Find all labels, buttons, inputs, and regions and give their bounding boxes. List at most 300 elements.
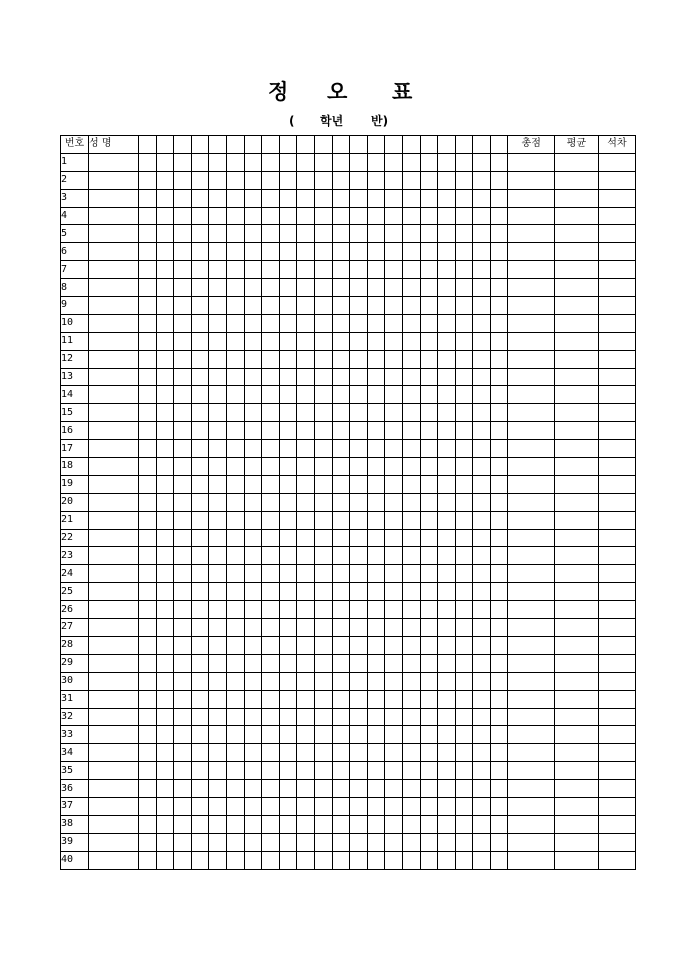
score-cell (420, 404, 438, 422)
rank-cell (598, 297, 635, 315)
row-number: 29 (61, 654, 89, 672)
score-cell (139, 654, 157, 672)
score-cell (314, 171, 332, 189)
score-cell (420, 601, 438, 619)
score-cell (156, 762, 174, 780)
score-cell (156, 815, 174, 833)
total-cell (508, 368, 555, 386)
score-cell (314, 672, 332, 690)
header-score-cell (191, 136, 209, 154)
score-cell (402, 171, 420, 189)
score-cell (490, 314, 508, 332)
score-cell (420, 565, 438, 583)
student-row (61, 386, 636, 404)
score-cell (174, 458, 192, 476)
score-cell (297, 458, 315, 476)
name-cell (89, 475, 139, 493)
row-number: 9 (61, 297, 89, 315)
score-cell (385, 565, 403, 583)
score-cell (420, 780, 438, 798)
score-cell (473, 422, 491, 440)
score-cell (279, 511, 297, 529)
score-cell (473, 851, 491, 869)
score-cell (209, 565, 227, 583)
score-cell (279, 440, 297, 458)
score-cell (156, 297, 174, 315)
score-cell (438, 797, 456, 815)
score-cell (191, 297, 209, 315)
score-cell (174, 511, 192, 529)
score-cell (244, 297, 262, 315)
score-cell (314, 261, 332, 279)
score-cell (226, 261, 244, 279)
score-cell (420, 529, 438, 547)
score-cell (438, 583, 456, 601)
score-cell (156, 261, 174, 279)
score-cell (385, 690, 403, 708)
score-cell (490, 690, 508, 708)
score-cell (297, 601, 315, 619)
average-cell (554, 565, 598, 583)
score-cell (262, 511, 280, 529)
score-cell (455, 708, 473, 726)
score-cell (367, 619, 385, 637)
score-cell (314, 422, 332, 440)
score-cell (156, 368, 174, 386)
student-row (61, 279, 636, 297)
total-cell (508, 225, 555, 243)
score-cell (473, 475, 491, 493)
score-cell (438, 851, 456, 869)
score-cell (191, 851, 209, 869)
header-total: 총점 (508, 136, 555, 154)
score-cell (279, 207, 297, 225)
score-cell (279, 672, 297, 690)
score-cell (350, 493, 368, 511)
score-cell (332, 601, 350, 619)
score-cell (191, 636, 209, 654)
score-cell (244, 422, 262, 440)
score-cell (244, 153, 262, 171)
score-cell (473, 386, 491, 404)
average-cell (554, 458, 598, 476)
score-cell (314, 332, 332, 350)
score-cell (385, 332, 403, 350)
score-cell (455, 422, 473, 440)
rank-cell (598, 404, 635, 422)
score-cell (209, 511, 227, 529)
score-cell (350, 636, 368, 654)
rank-cell (598, 386, 635, 404)
score-cell (139, 279, 157, 297)
score-cell (332, 440, 350, 458)
score-cell (209, 547, 227, 565)
score-cell (473, 458, 491, 476)
score-cell (174, 171, 192, 189)
score-cell (402, 475, 420, 493)
score-cell (332, 386, 350, 404)
score-cell (139, 189, 157, 207)
score-cell (438, 207, 456, 225)
score-cell (139, 690, 157, 708)
score-cell (490, 171, 508, 189)
score-cell (402, 279, 420, 297)
score-cell (367, 797, 385, 815)
score-cell (174, 350, 192, 368)
name-cell (89, 458, 139, 476)
score-cell (156, 422, 174, 440)
score-cell (455, 851, 473, 869)
score-cell (262, 654, 280, 672)
rank-cell (598, 458, 635, 476)
score-cell (244, 386, 262, 404)
row-number: 1 (61, 153, 89, 171)
score-cell (385, 350, 403, 368)
score-cell (350, 672, 368, 690)
score-cell (244, 261, 262, 279)
row-number: 8 (61, 279, 89, 297)
average-cell (554, 797, 598, 815)
score-cell (473, 636, 491, 654)
name-cell (89, 619, 139, 637)
score-cell (156, 243, 174, 261)
score-cell (139, 762, 157, 780)
score-cell (174, 780, 192, 798)
total-cell (508, 601, 555, 619)
score-cell (438, 565, 456, 583)
score-cell (314, 368, 332, 386)
score-cell (297, 690, 315, 708)
row-number: 31 (61, 690, 89, 708)
score-cell (385, 762, 403, 780)
score-cell (455, 153, 473, 171)
header-score-cell (139, 136, 157, 154)
score-cell (191, 368, 209, 386)
score-cell (174, 493, 192, 511)
average-cell (554, 493, 598, 511)
score-cell (420, 511, 438, 529)
average-cell (554, 672, 598, 690)
score-cell (174, 261, 192, 279)
score-cell (473, 762, 491, 780)
score-cell (490, 815, 508, 833)
score-cell (438, 833, 456, 851)
score-cell (139, 672, 157, 690)
score-cell (402, 529, 420, 547)
score-cell (279, 458, 297, 476)
name-cell (89, 529, 139, 547)
score-cell (350, 690, 368, 708)
score-cell (244, 332, 262, 350)
score-cell (420, 475, 438, 493)
score-cell (314, 654, 332, 672)
score-cell (420, 619, 438, 637)
score-cell (314, 529, 332, 547)
total-cell (508, 153, 555, 171)
score-cell (350, 386, 368, 404)
score-cell (139, 583, 157, 601)
score-cell (385, 314, 403, 332)
score-cell (402, 654, 420, 672)
row-number: 20 (61, 493, 89, 511)
score-cell (226, 189, 244, 207)
score-cell (367, 511, 385, 529)
name-cell (89, 404, 139, 422)
score-cell (420, 368, 438, 386)
score-cell (402, 672, 420, 690)
score-cell (490, 386, 508, 404)
score-cell (455, 404, 473, 422)
score-cell (279, 833, 297, 851)
score-cell (279, 726, 297, 744)
score-cell (297, 475, 315, 493)
score-cell (244, 279, 262, 297)
rank-cell (598, 762, 635, 780)
average-cell (554, 207, 598, 225)
name-cell (89, 815, 139, 833)
subtitle-open-paren: ( (289, 114, 295, 128)
score-cell (191, 672, 209, 690)
score-cell (226, 386, 244, 404)
rank-cell (598, 368, 635, 386)
header-score-cell (350, 136, 368, 154)
score-cell (402, 404, 420, 422)
score-cell (209, 261, 227, 279)
score-cell (490, 636, 508, 654)
score-cell (156, 565, 174, 583)
score-cell (191, 654, 209, 672)
score-cell (420, 744, 438, 762)
score-cell (174, 797, 192, 815)
score-cell (332, 529, 350, 547)
score-cell (297, 744, 315, 762)
score-cell (473, 780, 491, 798)
score-cell (350, 547, 368, 565)
student-row (61, 493, 636, 511)
score-cell (385, 601, 403, 619)
score-cell (350, 619, 368, 637)
score-cell (402, 708, 420, 726)
score-cell (314, 207, 332, 225)
rank-cell (598, 744, 635, 762)
score-cell (226, 654, 244, 672)
score-cell (156, 225, 174, 243)
total-cell (508, 565, 555, 583)
score-cell (297, 189, 315, 207)
score-cell (402, 619, 420, 637)
score-cell (420, 833, 438, 851)
score-cell (332, 583, 350, 601)
score-cell (490, 350, 508, 368)
total-cell (508, 690, 555, 708)
score-cell (332, 744, 350, 762)
score-cell (191, 207, 209, 225)
score-cell (455, 529, 473, 547)
name-cell (89, 332, 139, 350)
score-cell (297, 815, 315, 833)
score-cell (367, 207, 385, 225)
score-cell (473, 171, 491, 189)
score-cell (262, 493, 280, 511)
rank-cell (598, 601, 635, 619)
score-cell (226, 332, 244, 350)
score-cell (385, 619, 403, 637)
score-cell (332, 422, 350, 440)
average-cell (554, 440, 598, 458)
score-cell (174, 386, 192, 404)
row-number: 7 (61, 261, 89, 279)
score-cell (244, 833, 262, 851)
score-cell (191, 529, 209, 547)
score-cell (420, 493, 438, 511)
score-cell (139, 171, 157, 189)
score-cell (473, 565, 491, 583)
score-cell (262, 833, 280, 851)
score-cell (209, 833, 227, 851)
student-row (61, 583, 636, 601)
header-score-cell (385, 136, 403, 154)
score-cell (420, 815, 438, 833)
score-cell (402, 458, 420, 476)
score-cell (402, 368, 420, 386)
score-cell (455, 833, 473, 851)
score-cell (156, 672, 174, 690)
score-cell (279, 350, 297, 368)
grade-label: 학년 (320, 114, 344, 128)
score-cell (262, 153, 280, 171)
score-cell (244, 171, 262, 189)
score-cell (438, 744, 456, 762)
score-cell (262, 386, 280, 404)
student-row (61, 261, 636, 279)
total-cell (508, 744, 555, 762)
score-cell (244, 672, 262, 690)
student-row (61, 797, 636, 815)
name-cell (89, 261, 139, 279)
score-cell (402, 386, 420, 404)
score-cell (191, 279, 209, 297)
score-cell (156, 314, 174, 332)
score-cell (402, 565, 420, 583)
score-cell (244, 493, 262, 511)
score-cell (455, 583, 473, 601)
total-cell (508, 386, 555, 404)
score-cell (367, 261, 385, 279)
score-cell (367, 332, 385, 350)
score-cell (385, 583, 403, 601)
name-cell (89, 708, 139, 726)
score-cell (455, 458, 473, 476)
score-cell (191, 708, 209, 726)
score-cell (279, 636, 297, 654)
score-cell (367, 851, 385, 869)
row-number: 11 (61, 332, 89, 350)
score-cell (490, 475, 508, 493)
score-cell (156, 404, 174, 422)
score-cell (473, 279, 491, 297)
score-cell (385, 672, 403, 690)
name-cell (89, 422, 139, 440)
score-cell (332, 565, 350, 583)
score-cell (139, 207, 157, 225)
score-cell (226, 851, 244, 869)
score-cell (174, 565, 192, 583)
score-cell (244, 475, 262, 493)
score-cell (350, 797, 368, 815)
score-cell (156, 654, 174, 672)
score-cell (244, 458, 262, 476)
name-cell (89, 279, 139, 297)
score-cell (314, 636, 332, 654)
score-cell (332, 815, 350, 833)
score-cell (473, 332, 491, 350)
score-cell (438, 601, 456, 619)
rank-cell (598, 171, 635, 189)
score-cell (385, 815, 403, 833)
score-cell (297, 619, 315, 637)
score-cell (490, 493, 508, 511)
score-cell (350, 261, 368, 279)
score-cell (262, 672, 280, 690)
score-cell (297, 386, 315, 404)
score-cell (156, 511, 174, 529)
score-cell (209, 350, 227, 368)
score-cell (438, 529, 456, 547)
score-cell (244, 350, 262, 368)
rank-cell (598, 314, 635, 332)
score-cell (226, 314, 244, 332)
score-cell (350, 314, 368, 332)
score-cell (191, 815, 209, 833)
name-cell (89, 726, 139, 744)
score-cell (279, 153, 297, 171)
name-cell (89, 636, 139, 654)
score-cell (174, 762, 192, 780)
score-cell (279, 780, 297, 798)
score-cell (244, 511, 262, 529)
score-cell (226, 243, 244, 261)
score-cell (402, 851, 420, 869)
score-cell (490, 726, 508, 744)
average-cell (554, 279, 598, 297)
score-cell (367, 368, 385, 386)
score-cell (191, 493, 209, 511)
rank-cell (598, 422, 635, 440)
row-number: 14 (61, 386, 89, 404)
score-cell (226, 422, 244, 440)
score-cell (367, 440, 385, 458)
score-cell (350, 815, 368, 833)
score-cell (174, 475, 192, 493)
score-cell (279, 332, 297, 350)
score-cell (279, 261, 297, 279)
score-cell (367, 153, 385, 171)
score-cell (297, 261, 315, 279)
row-number: 10 (61, 314, 89, 332)
score-cell (262, 815, 280, 833)
score-cell (139, 780, 157, 798)
score-cell (455, 368, 473, 386)
header-average: 평균 (554, 136, 598, 154)
score-cell (191, 833, 209, 851)
score-cell (350, 458, 368, 476)
score-cell (350, 153, 368, 171)
row-number: 38 (61, 815, 89, 833)
score-cell (226, 440, 244, 458)
score-cell (209, 744, 227, 762)
score-cell (332, 189, 350, 207)
score-cell (385, 279, 403, 297)
